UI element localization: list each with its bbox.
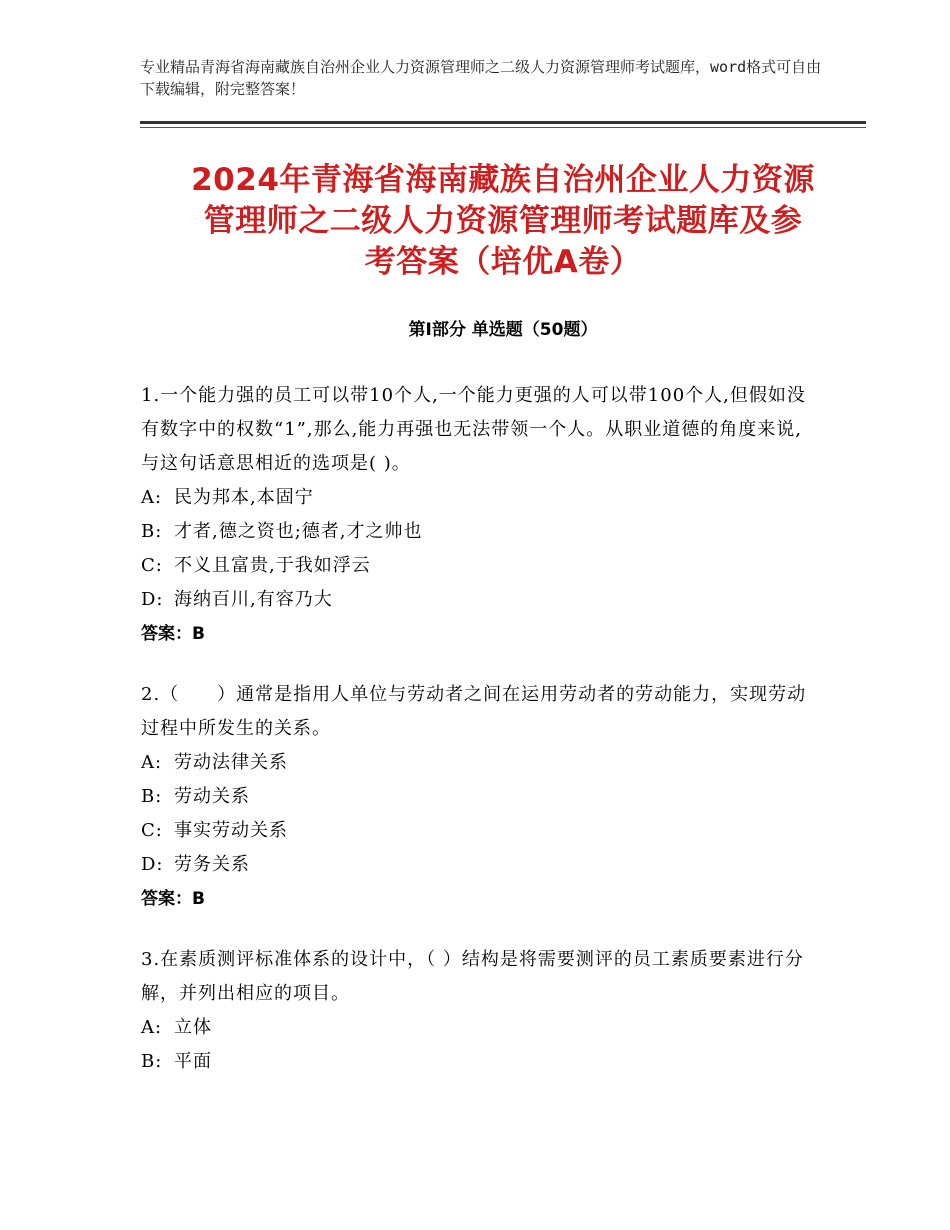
option-letter: B: (141, 786, 163, 807)
option-a (141, 481, 821, 515)
option-text: 民为邦本,本固宁 (174, 487, 314, 508)
option-a (141, 746, 821, 780)
option-text: 劳动法律关系 (174, 752, 288, 773)
option-text: 海纳百川,有容乃大 (174, 589, 333, 610)
option-letter: A: (141, 487, 163, 508)
answer-value: B (192, 889, 205, 909)
question-stem: 3.在素质测评标准体系的设计中，（ ）结构是将需要测评的员工素质要素进行分解，并列出相应的项目。 (141, 949, 804, 1004)
option-c (141, 549, 821, 583)
option-text: 事实劳动关系 (174, 820, 288, 841)
question-stem: 2.（ ）通常是指用人单位与劳动者之间在运用劳动者的劳动能力，实现劳动过程中所发生的关系。 (141, 684, 807, 739)
option-b (141, 1045, 821, 1079)
option-text: 劳动关系 (174, 786, 250, 807)
answer-value: B (192, 624, 205, 644)
question-list (141, 379, 821, 1106)
title-line-3: 考答案（培优A卷） (364, 244, 642, 280)
option-letter: D: (141, 854, 164, 875)
answer-label: 答案： (141, 624, 192, 644)
option-text: 不义且富贵,于我如浮云 (174, 555, 371, 576)
option-d (141, 583, 821, 617)
question-stem: 1.一个能力强的员工可以带10个人,一个能力更强的人可以带100个人,但假如没有数字中的权数“1”,那么,能力再强也无法带领一个人。从职业道德的角度来说,与这句话意思相近的选项是( )。 (141, 385, 806, 474)
option-letter: A: (141, 1017, 163, 1038)
title-line-2: 管理师之二级人力资源管理师考试题库及参 (203, 203, 803, 239)
section-title: 第Ⅰ部分 单选题（50题） (408, 320, 598, 340)
answer-label: 答案： (141, 889, 192, 909)
option-text: 立体 (174, 1017, 212, 1038)
option-a (141, 1011, 821, 1045)
option-d (141, 848, 821, 882)
option-letter: A: (141, 752, 163, 773)
header-rule-thin (140, 127, 866, 128)
option-text: 平面 (174, 1051, 212, 1072)
document-title (140, 160, 866, 283)
option-letter: B: (141, 521, 163, 542)
option-text: 劳务关系 (174, 854, 250, 875)
option-letter: C: (141, 820, 163, 841)
answer-line (141, 617, 821, 651)
option-letter: B: (141, 1051, 163, 1072)
question-1 (141, 379, 821, 651)
question-2 (141, 678, 821, 916)
option-c (141, 814, 821, 848)
option-letter: D: (141, 589, 164, 610)
option-b (141, 780, 821, 814)
option-text: 才者,德之资也;德者,才之帅也 (174, 521, 423, 542)
question-3 (141, 943, 821, 1079)
option-b (141, 515, 821, 549)
option-letter: C: (141, 555, 163, 576)
answer-line (141, 882, 821, 916)
title-line-1: 2024年青海省海南藏族自治州企业人力资源 (191, 162, 815, 198)
header-note: 专业精品青海省海南藏族自治州企业人力资源管理师之二级人力资源管理师考试题库，word格式可自由下载编辑，附完整答案！ (140, 58, 822, 98)
header-rule-thick (140, 121, 866, 124)
